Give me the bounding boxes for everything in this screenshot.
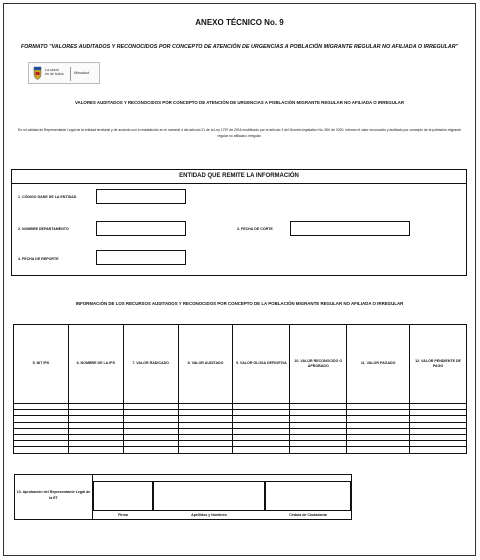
fecha-reporte-field[interactable] [96, 250, 186, 265]
table-body [14, 404, 467, 454]
table-cell[interactable] [233, 447, 290, 453]
nombre-departamento-label: 2. NOMBRE DEPARTAMENTO [18, 227, 69, 231]
fecha-corte-field[interactable] [290, 221, 410, 236]
codigo-dane-field[interactable] [96, 189, 186, 204]
document-page [3, 3, 476, 556]
firma-caption: Firma [118, 513, 128, 517]
logo-ministry: Minsalud [74, 71, 90, 75]
firma-field[interactable] [93, 481, 153, 511]
apellidos-nombres-field[interactable] [153, 481, 265, 511]
table-row [14, 447, 467, 453]
col-valor-pendiente: 12. VALOR PENDIENTE DE PAGO [410, 325, 467, 404]
entidad-section [11, 169, 467, 276]
info-title: INFORMACIÓN DE LOS RECURSOS AUDITADOS Y RECONOCIDOS POR CONCEPTO DE LA POBLACIÓN MIGRANTE REGULAR NO AFILIADA O IRREGULAR [75, 301, 404, 306]
logo-line-2: es de todos [45, 72, 64, 77]
table-cell[interactable] [410, 447, 467, 453]
fecha-reporte-label: 4. FECHA DE REPORTE [18, 257, 59, 261]
col-nit-ips: 5. NIT IPS [14, 325, 69, 404]
logo-divider [70, 67, 71, 81]
ministry-logo [28, 62, 100, 84]
table-cell[interactable] [290, 447, 347, 453]
col-valor-auditado: 8. VALOR AUDITADO [178, 325, 233, 404]
colombia-shield-icon [33, 66, 42, 80]
document-title: ANEXO TÉCNICO No. 9 [195, 18, 284, 27]
table-cell[interactable] [14, 447, 69, 453]
cedula-field[interactable] [265, 481, 351, 511]
formato-title: FORMATO "VALORES AUDITADOS Y RECONOCIDOS POR CONCEPTO DE ATENCIÓN DE URGENCIAS A POBLACIÓN MIGRANTE REGULAR NO AFILIADA O IRREGULAR" [20, 44, 459, 50]
legal-paragraph: En mi calidad de Representante Legal de la entidad territorial y de acuerdo con lo establecido en el numeral 4 del artículo 21 de la Ley 1797 de 2016 modificado por el artículo 2 del Decreto legislativo No. 800 de 2020, informo el valor reconocido y auditado por concepto de la población migrante regular no afiliada o irregular. [18, 128, 461, 138]
signature-label: 13. Aprobación del Representante Legal de la ET [15, 475, 93, 519]
table-cell[interactable] [178, 447, 233, 453]
signature-section [14, 474, 352, 520]
cedula-caption: Cédula de Ciudadanía [289, 513, 327, 517]
apellidos-nombres-caption: Apellidos y Nombres [191, 513, 227, 517]
document-subtitle: VALORES AUDITADOS Y RECONOCIDOS POR CONCEPTO DE ATENCIÓN DE URGENCIAS A POBLACIÓN MIGRANTE REGULAR NO AFILIADA O IRREGULAR [74, 100, 405, 105]
table-cell[interactable] [68, 447, 123, 453]
logo-slogan [45, 68, 64, 77]
resources-table [13, 324, 467, 454]
logo-line-1: La salud [45, 68, 59, 72]
codigo-dane-label: 1. CÓDIGO DANE DE LA ENTIDAD [18, 195, 77, 199]
col-valor-radicado: 7. VALOR RADICADO [123, 325, 178, 404]
table-cell[interactable] [347, 447, 410, 453]
entidad-header: ENTIDAD QUE REMITE LA INFORMACIÓN [12, 170, 466, 184]
col-valor-glosa: 9. VALOR GLOSA DEFINITIVA [233, 325, 290, 404]
col-valor-reconocido: 10. VALOR RECONOCIDO O APROBADO [290, 325, 347, 404]
table-header-row [14, 325, 467, 404]
col-valor-pagado: 11. VALOR PAGADO [347, 325, 410, 404]
fecha-corte-label: 3. FECHA DE CORTE [237, 227, 273, 231]
col-nombre-ips: 6. NOMBRE DE LA IPS [68, 325, 123, 404]
nombre-departamento-field[interactable] [96, 221, 186, 236]
table-cell[interactable] [123, 447, 178, 453]
